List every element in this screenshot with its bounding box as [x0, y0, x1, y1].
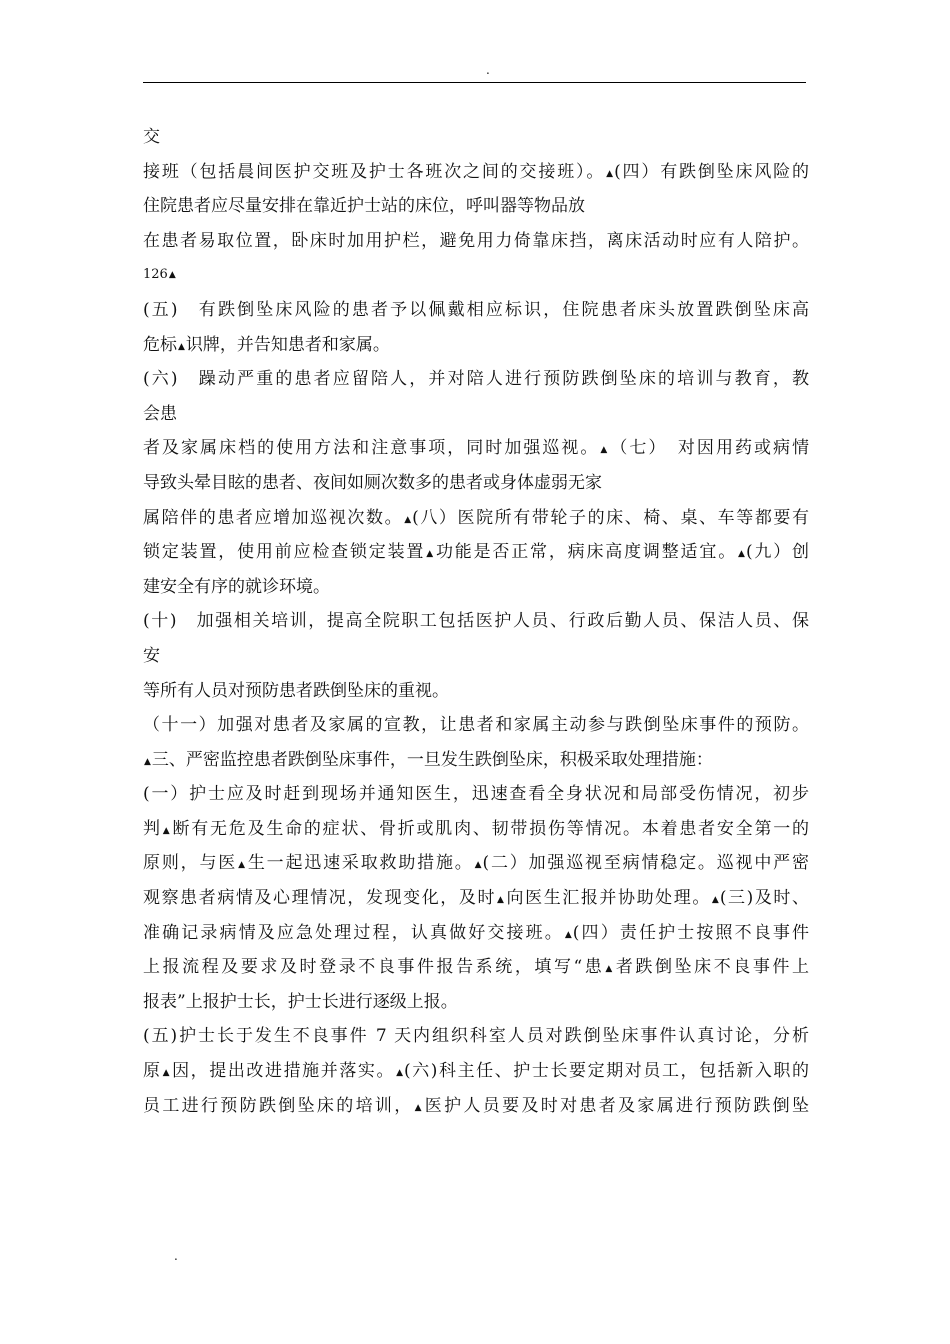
paragraph-mark-icon: ▲	[162, 1068, 170, 1079]
text-line: 者及家属床档的使用方法和注意事项，同时加强巡视。▲（七） 对因用药或病情	[143, 438, 810, 459]
text-line: 判▲断有无危及生命的症状、骨折或肌肉、韧带损伤等情况。本着患者安全第一的	[143, 818, 810, 839]
text-line: (五) 有跌倒坠床风险的患者予以佩戴相应标识，住院患者床头放置跌倒坠床高	[143, 299, 809, 320]
paragraph-mark-icon: ▲	[162, 825, 170, 836]
text-line: 属陪伴的患者应增加巡视次数。▲(八）医院所有带轮子的床、椅、桌、车等都要有	[143, 507, 810, 528]
text-line: 员工进行预防跌倒坠床的培训，▲医护人员要及时对患者及家属进行预防跌倒坠	[143, 1095, 810, 1116]
header-rule	[143, 82, 806, 83]
header-mark: .	[486, 63, 490, 77]
text-line: 建安全有序的就诊环境。	[143, 576, 330, 597]
document-body	[143, 120, 809, 1123]
text-line: ▲三、严密监控患者跌倒坠床事件，一旦发生跌倒坠床，积极采取处理措施：	[144, 749, 713, 770]
paragraph-mark-icon: ▲	[414, 1102, 422, 1113]
paragraph-mark-icon: ▲	[738, 549, 745, 560]
paragraph-mark-icon: ▲	[404, 514, 412, 525]
text-line: 接班（包括晨间医护交班及护士各班次之间的交接班）。▲(四）有跌倒坠床风险的	[143, 161, 809, 182]
text-line: （十一）加强对患者及家属的宣教，让患者和家属主动参与跌倒坠床事件的预防。	[143, 715, 809, 736]
paragraph-mark-icon: ▲	[564, 929, 572, 940]
text-line: (五)护士长于发生不良事件 7 天内组织科室人员对跌倒坠床事件认真讨论，分析	[143, 1026, 809, 1047]
text-line: 会患	[143, 403, 177, 424]
footer-mark: .	[174, 1249, 178, 1263]
text-line: (一）护士应及时赶到现场并通知医生，迅速查看全身状况和局部受伤情况，初步	[143, 784, 809, 805]
text-line: 在患者易取位置，卧床时加用护栏，避免用力倚靠床挡，离床活动时应有人陪护。	[143, 230, 809, 251]
text-line: 锁定装置，使用前应检查锁定装置▲功能是否正常，病床高度调整适宜。▲(九）创	[143, 542, 810, 563]
paragraph-mark-icon: ▲	[497, 895, 504, 906]
paragraph-mark-icon: ▲	[600, 445, 608, 456]
text-line: 准确记录病情及应急处理过程，认真做好交接班。▲(四）责任护士按照不良事件	[143, 922, 809, 943]
text-line: 住院患者应尽量安排在靠近护士站的床位，呼叫器等物品放	[143, 196, 585, 217]
paragraph-mark-icon: ▲	[606, 168, 614, 179]
paragraph-mark-icon: ▲	[168, 270, 176, 281]
text-line: 危标▲识牌，并告知患者和家属。	[143, 334, 390, 355]
paragraph-mark-icon: ▲	[396, 1068, 403, 1079]
text-line: 导致头晕目眩的患者、夜间如厕次数多的患者或身体虚弱无家	[143, 472, 602, 493]
text-line: (十) 加强相关培训，提高全院职工包括医护人员、行政后勤人员、保洁人员、保	[143, 611, 809, 632]
paragraph-mark-icon: ▲	[605, 964, 613, 975]
text-line: 原则，与医▲生一起迅速采取救助措施。▲(二）加强巡视至病情稳定。巡视中严密	[143, 853, 809, 874]
paragraph-mark-icon: ▲	[426, 549, 434, 560]
paragraph-mark-icon: ▲	[178, 341, 185, 352]
paragraph-mark-icon: ▲	[144, 756, 151, 767]
text-line: 等所有人员对预防患者跌倒坠床的重视。	[143, 680, 449, 701]
text-line: 观察患者病情及心理情况，发现变化，及时▲向医生汇报并协助处理。▲(三)及时、	[143, 888, 810, 909]
text-line: 126▲	[143, 267, 176, 283]
paragraph-mark-icon: ▲	[474, 860, 482, 871]
text-line: 报表”上报护士长，护士长进行逐级上报。	[143, 991, 458, 1012]
text-line: (六) 躁动严重的患者应留陪人，并对陪人进行预防跌倒坠床的培训与教育，教	[143, 369, 809, 390]
text-line: 上报流程及要求及时登录不良事件报告系统，填写“患▲者跌倒坠床不良事件上	[143, 957, 809, 978]
paragraph-mark-icon: ▲	[238, 860, 245, 871]
paragraph-mark-icon: ▲	[711, 895, 719, 906]
text-line: 安	[143, 645, 160, 666]
text-line: 原▲因，提出改进措施并落实。▲(六)科主任、护士长要定期对员工，包括新入职的	[143, 1061, 810, 1082]
text-line: 交	[143, 127, 160, 147]
